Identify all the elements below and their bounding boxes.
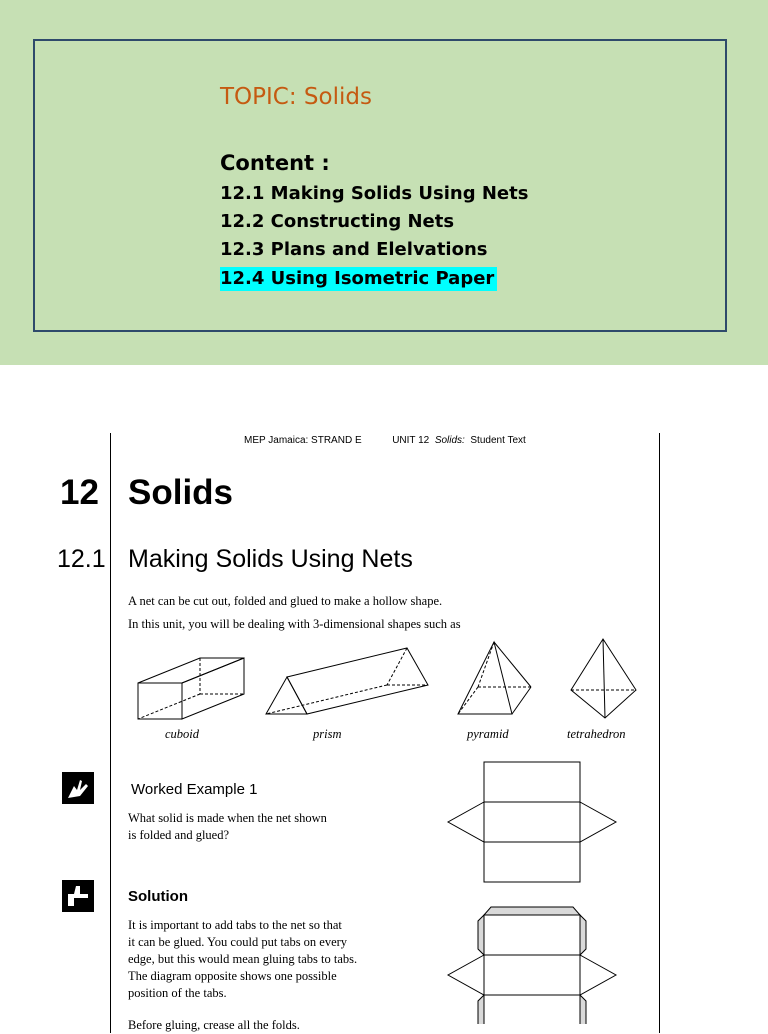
- textbook-page: [0, 365, 768, 1032]
- caption-tetrahedron: tetrahedron: [567, 727, 626, 741]
- solution-title: Solution: [128, 888, 188, 905]
- toc-item-12-2: 12.2 Constructing Nets: [220, 211, 455, 232]
- worked-example-title: Worked Example 1: [131, 781, 258, 798]
- unit-number: 12: [60, 473, 99, 512]
- content-heading: Content :: [220, 151, 330, 175]
- caption-prism: prism: [313, 727, 342, 741]
- header-unit-name: Solids:: [434, 435, 465, 446]
- solution-text: It is important to add tabs to the net so that it can be glued. You could put tabs on every edge, but this would mean gluing tabs to tabs. The diagram opposite shows one possible position of the tabs.: [128, 918, 358, 1000]
- toc-item-12-4-highlighted: 12.4 Using Isometric Paper: [220, 267, 497, 291]
- cuboid-figure: [138, 658, 244, 719]
- prism-figure: [266, 648, 428, 714]
- toc-item-12-1: 12.1 Making Solids Using Nets: [220, 183, 529, 204]
- topic-title: TOPIC: Solids: [220, 84, 372, 110]
- caption-cuboid: cuboid: [165, 727, 200, 741]
- tetrahedron-figure: [571, 639, 636, 718]
- prism-net-with-tabs-figure: [448, 907, 616, 1024]
- unit-title: Solids: [128, 473, 234, 512]
- pyramid-figure: [458, 642, 531, 714]
- header-student-text: Student Text: [470, 435, 526, 446]
- header-strand: MEP Jamaica: STRAND E: [244, 435, 362, 446]
- section-number: 12.1: [57, 545, 106, 573]
- worked-example-text: What solid is made when the net shown is folded and glued?: [128, 811, 327, 842]
- solution-thumbs-up-icon: [62, 880, 94, 912]
- solution-cutoff-line: Before gluing, crease all the folds.: [128, 1018, 300, 1032]
- slide-panel: [0, 0, 768, 365]
- header-unit: UNIT 12: [392, 435, 430, 446]
- intro-line-1: A net can be cut out, folded and glued to make a hollow shape.: [128, 594, 443, 608]
- worked-example-hand-icon: [62, 772, 94, 804]
- prism-net-figure: [448, 762, 616, 882]
- toc-item-12-3: 12.3 Plans and Elelvations: [220, 239, 488, 260]
- intro-line-2: In this unit, you will be dealing with 3-dimensional shapes such as: [128, 617, 461, 631]
- caption-pyramid: pyramid: [467, 727, 509, 741]
- section-title: Making Solids Using Nets: [128, 545, 413, 573]
